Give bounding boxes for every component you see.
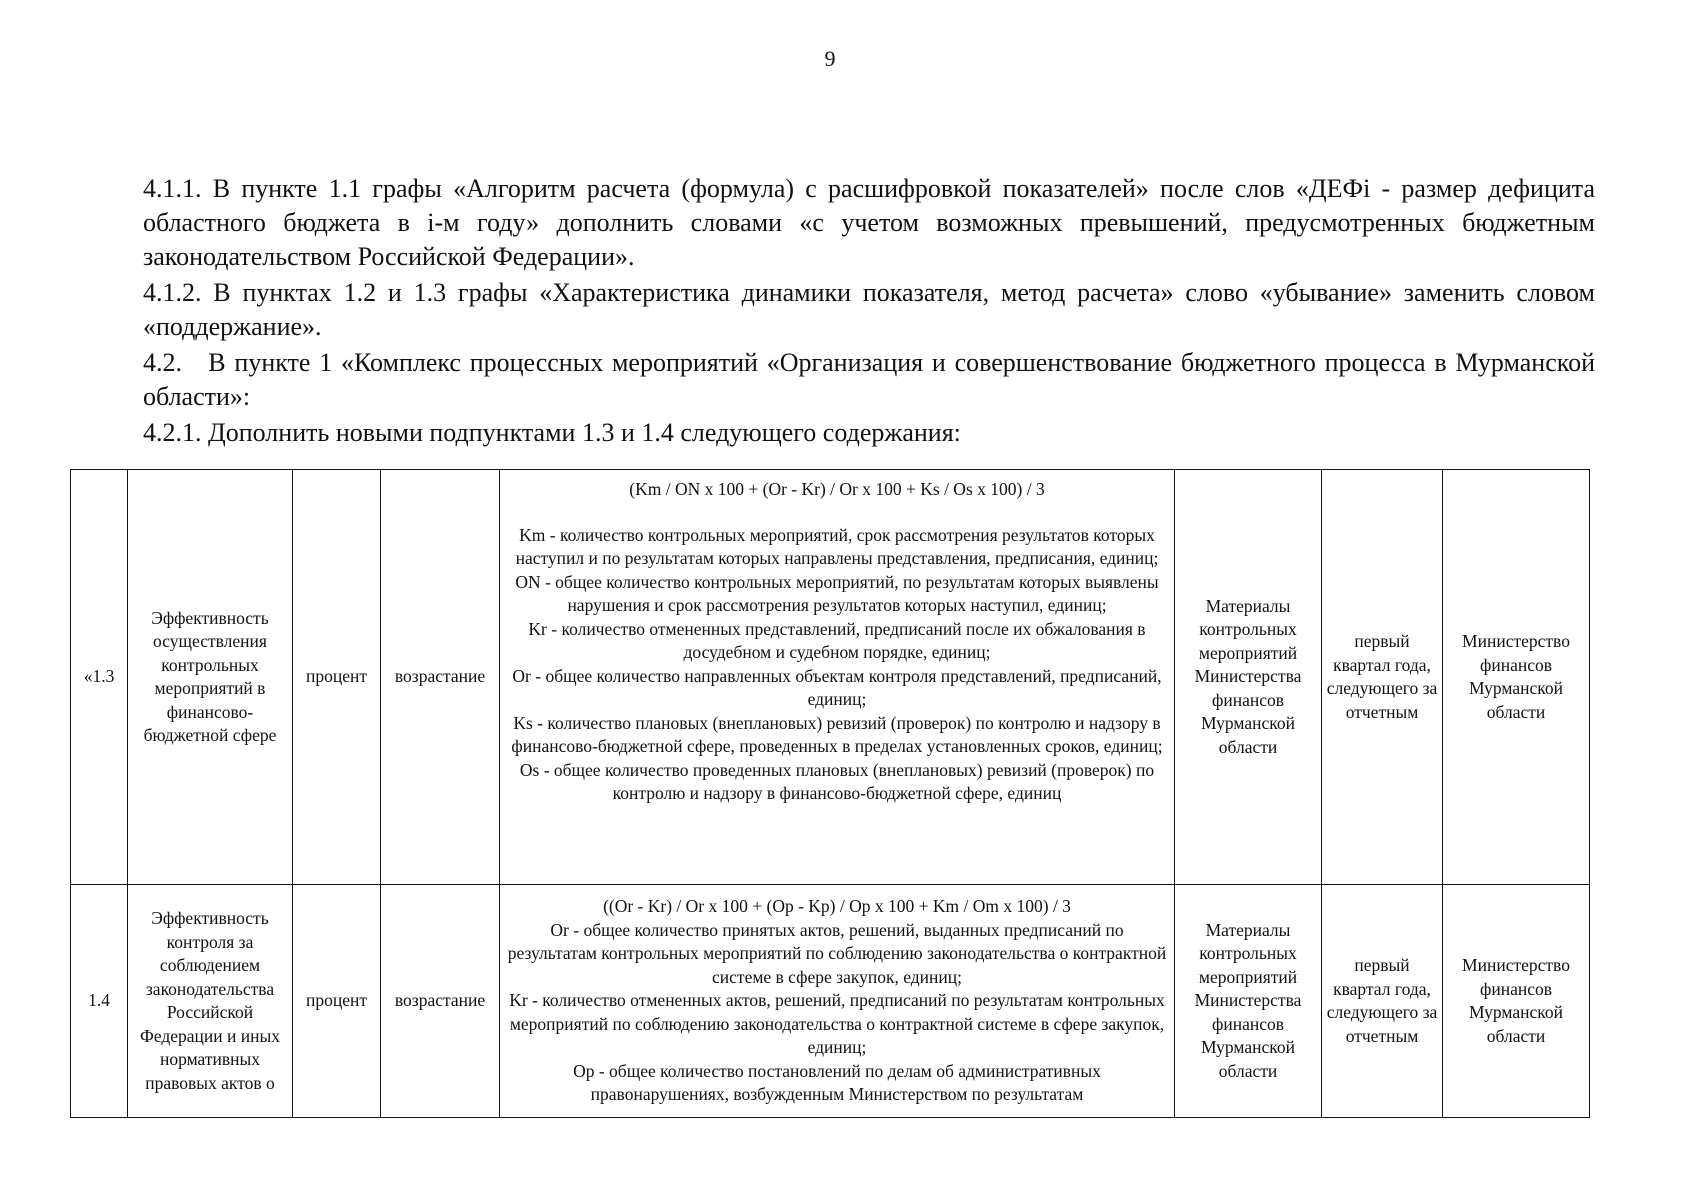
formula-definition: Ks - количество плановых (внеплановых) ревизий (проверок) по контролю и надзору в финансово-бюджетной сфере, проведенных в пределах установленных сроков, единиц; xyxy=(511,712,1163,756)
formula-definition: Km - количество контрольных мероприятий, срок рассмотрения результатов которых наступил и по результатам которых направлены представления, предписания, единиц; xyxy=(515,524,1159,568)
formula-cell xyxy=(500,470,1175,885)
dynamics-cell: возрастание xyxy=(381,885,500,1118)
formula-definition: Or - общее количество принятых актов, решений, выданных предписаний по результатам контрольных мероприятий по соблюдению законодательства о контрактной системе в сфере закупок, единиц; xyxy=(507,919,1167,987)
table-row xyxy=(71,470,1590,885)
formula: (Km / ON x 100 + (Or - Kr) / Or x 100 + Ks / Os x 100) / 3 xyxy=(629,479,1045,499)
row-number: 1.4 xyxy=(71,885,128,1118)
indicators-table xyxy=(70,469,1590,1118)
unit-cell: процент xyxy=(293,885,381,1118)
formula-gap xyxy=(504,502,1170,524)
responsible-cell: Министерство финансов Мурманской области xyxy=(1443,470,1590,885)
formula-definition: Kr - количество отмененных представлений, предписаний после их обжалования в досудебном и судебном порядке, единиц; xyxy=(528,618,1146,662)
formula-cell xyxy=(500,885,1175,1118)
page-number: 9 xyxy=(824,46,836,71)
paragraph-4-2: 4.2. В пункте 1 «Комплекс процессных мероприятий «Организация и совершенствование бюджетного процесса в Мурманской области»: xyxy=(143,348,1602,411)
paragraph-4-1-1: 4.1.1. В пункте 1.1 графы «Алгоритм расчета (формула) с расшифровкой показателей» после слов «ДЕФi - размер дефицита областного бюджета в i-м году» дополнить словами «с учетом возможных превышений, предусмотренных бюджетным законодательством Российской Федерации». xyxy=(143,174,1595,271)
body-text xyxy=(143,172,1602,452)
period-cell: первый квартал года, следующего за отчетным xyxy=(1322,470,1443,885)
paragraph-4-2-1: 4.2.1. Дополнить новыми подпунктами 1.3 и 1.4 следующего содержания: xyxy=(143,418,961,447)
responsible-cell: Министерство финансов Мурманской области xyxy=(1443,885,1590,1118)
formula-definition: Op - общее количество постановлений по делам об административных правонарушениях, возбужденным Министерством по результатам xyxy=(573,1060,1101,1104)
indicator-name: Эффективность осуществления контрольных мероприятий в финансово-бюджетной сфере xyxy=(128,470,293,885)
data-source-cell: Материалы контрольных мероприятий Министерства финансов Мурманской области xyxy=(1175,470,1322,885)
paragraph-4-1-2: 4.1.2. В пунктах 1.2 и 1.3 графы «Характеристика динамики показателя, метод расчета» слово «убывание» заменить словом «поддержание». xyxy=(143,278,1595,341)
table-row xyxy=(71,885,1590,1118)
dynamics-cell: возрастание xyxy=(381,470,500,885)
formula-definition: Os - общее количество проведенных плановых (внеплановых) ревизий (проверок) по контролю и надзору в финансово-бюджетной сфере, единиц xyxy=(519,759,1155,803)
indicator-name: Эффективность контроля за соблюдением законодательства Российской Федерации и иных нормативных правовых актов о xyxy=(128,885,293,1118)
period-cell: первый квартал года, следующего за отчетным xyxy=(1322,885,1443,1118)
formula-definition: ON - общее количество контрольных мероприятий, по результатам которых выявлены нарушения и срок рассмотрения результатов которых наступил, единиц; xyxy=(515,571,1159,615)
formula: ((Or - Kr) / Or x 100 + (Op - Kp) / Op x 100 + Km / Om x 100) / 3 xyxy=(603,896,1071,916)
unit-cell: процент xyxy=(293,470,381,885)
formula-definition: Or - общее количество направленных объектам контроля представлений, предписаний, единиц; xyxy=(512,665,1162,709)
data-source-cell: Материалы контрольных мероприятий Министерства финансов Мурманской области xyxy=(1175,885,1322,1118)
formula-definition: Kr - количество отмененных актов, решений, предписаний по результатам контрольных мероприятий по соблюдению законодательства о контрактной системе в сфере закупок, единиц; xyxy=(509,990,1165,1057)
row-number: «1.3 xyxy=(71,470,128,885)
